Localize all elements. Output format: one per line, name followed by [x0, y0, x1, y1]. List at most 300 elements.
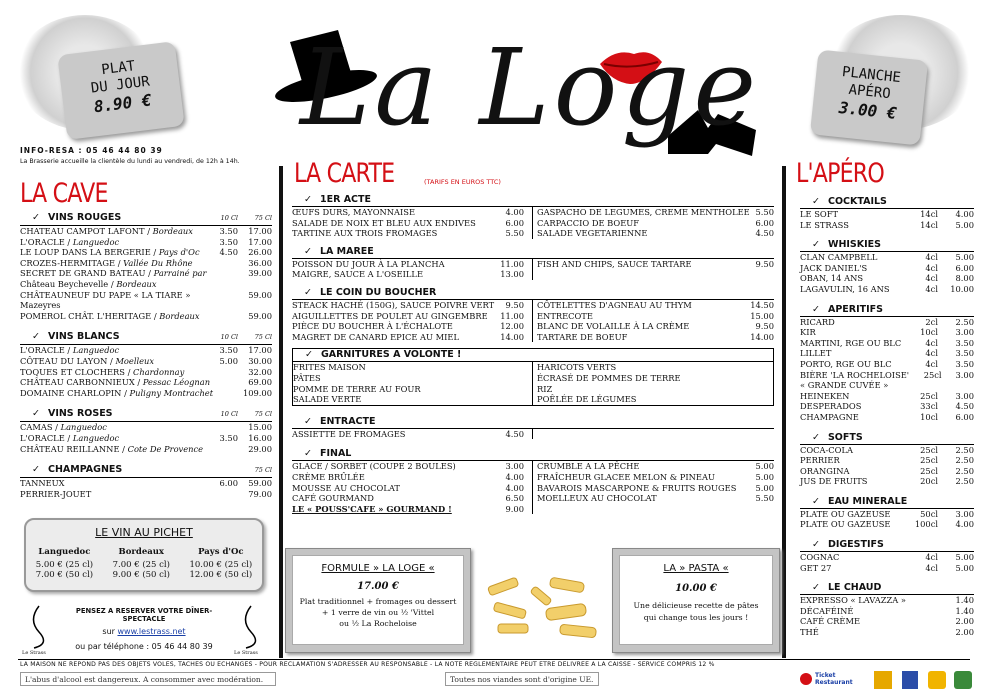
check-icon: ✓	[304, 245, 312, 257]
drink-price: 5.00	[955, 552, 974, 563]
drink-name: PLATE OU GAZEUSE	[800, 508, 891, 519]
cave-section-champ	[20, 464, 272, 476]
strass-logo-left	[24, 602, 54, 652]
planche-line2: APÉRO	[847, 81, 892, 103]
wine-price-75cl: 59.00	[248, 289, 272, 300]
drink-price: 4.00	[955, 519, 974, 530]
drink-price: 3.50	[955, 348, 974, 359]
garniture-item	[537, 384, 773, 395]
wine-row: L'ORACLE / Languedoc 3.50 16.00	[20, 432, 272, 443]
info-resa: INFO-RESA : 05 46 44 80 39	[20, 146, 163, 155]
drink-name: « GRANDE CUVÉE »	[800, 380, 889, 391]
pichet-region: Languedoc	[38, 547, 91, 557]
drink-volume: 4cl	[925, 358, 938, 369]
wine-price-10cl	[204, 367, 238, 378]
dish-name: ŒUFS DURS, MAYONNAISE	[292, 207, 416, 217]
dish-price: 5.50	[505, 228, 524, 239]
drink-row	[800, 563, 974, 574]
dish-row	[537, 207, 774, 218]
pichet-region: Bordeaux	[118, 547, 164, 557]
wine-price-75cl: 15.00	[248, 422, 272, 433]
wine-origin: Bordeaux	[152, 226, 193, 236]
carte-section-title: LA MAREE	[319, 245, 374, 257]
drink-row	[800, 616, 974, 627]
pichet-50cl: 9.00 € (50 cl)	[112, 570, 170, 580]
drink-row	[800, 252, 974, 263]
col-header-75cl: 75 Cl	[254, 333, 272, 342]
dish-name: ASSIETTE DE FROMAGES	[292, 428, 406, 439]
wine-price-10cl: 4.50	[219, 247, 238, 258]
drink-volume	[902, 380, 938, 391]
dish-row	[537, 311, 774, 322]
reserve-line1: PENSEZ A RESERVER VOTRE DÎNER-SPECTACLE	[75, 607, 213, 623]
dish-row	[292, 483, 524, 494]
drink-price: 4.00	[955, 209, 974, 219]
carte-tarifs: (TARIFS EN EUROS TTC)	[424, 178, 501, 186]
drink-volume: 4cl	[925, 348, 938, 359]
drink-name: DESPERADOS	[800, 401, 862, 412]
drink-volume: 10cl	[920, 411, 938, 422]
wine-name: L'ORACLE	[20, 236, 65, 247]
drink-name: GET 27	[800, 562, 832, 573]
dish-name: MOUSSE AU CHOCOLAT	[292, 482, 400, 493]
drink-name: HEINEKEN	[800, 390, 850, 401]
planche-line1: PLANCHE	[841, 64, 902, 87]
drink-volume: 4cl	[925, 283, 938, 294]
brand-title: La Loge	[300, 26, 761, 149]
drink-volume: 25cl	[920, 390, 938, 401]
drink-price: 6.00	[955, 411, 974, 422]
formule-box	[285, 548, 471, 653]
drink-price: 10.00	[950, 283, 974, 294]
cave-section-title: CHAMPAGNES	[47, 464, 123, 476]
pichet-25cl: 5.00 € (25 cl)	[35, 560, 94, 570]
drink-price: 2.50	[955, 444, 974, 455]
wine-price-75cl	[238, 300, 272, 311]
carte-section-title: 1ER ACTE	[319, 194, 371, 205]
wine-name: SECRET DE GRAND BATEAU	[20, 268, 146, 279]
wine-origin: Bordeaux	[116, 278, 157, 289]
dish-name: GLACE / SORBET (COUPE 2 BOULES)	[292, 461, 456, 472]
dish-price: 4.00	[505, 482, 524, 493]
wine-name: Mazeyres	[20, 300, 61, 311]
wine-row: SECRET DE GRAND BATEAU / Parrainé par 39.00	[20, 268, 272, 279]
drink-name: KIR	[800, 327, 816, 338]
wine-name: CROZES-HERMITAGE	[20, 257, 116, 268]
drink-price: 1.40	[955, 595, 974, 606]
drink-name: OBAN, 14 ANS	[800, 273, 864, 284]
apero-section-header	[800, 239, 974, 251]
dish-name: SALADE DE NOIX ET BLEU AUX ENDIVES	[292, 217, 476, 228]
dish-price: 12.00	[500, 321, 524, 332]
drink-price: 8.00	[955, 273, 974, 284]
wine-name: CHATEAU CAMPOT LAFONT	[20, 226, 145, 236]
wine-price-75cl: 29.00	[248, 443, 272, 454]
dish-price: 4.50	[755, 228, 774, 239]
apero-section-title: APERITIFS	[827, 303, 883, 315]
dish-row	[537, 300, 774, 311]
drink-price: 3.00	[955, 369, 974, 380]
carte-section-header	[292, 448, 774, 460]
wine-origin: Bordeaux	[159, 310, 200, 321]
dish-name: TARTINE AUX TROIS FROMAGES	[292, 228, 438, 239]
garniture-item	[537, 362, 773, 373]
drink-row	[800, 284, 974, 295]
drink-volume: 4cl	[925, 337, 938, 348]
drink-volume: 20cl	[920, 476, 938, 487]
drink-volume: 4cl	[925, 552, 938, 563]
wine-name: CHÂTEAUNEUF DU PAPE « LA TIARE »	[20, 289, 191, 300]
wine-origin: Chardonnay	[133, 366, 185, 377]
reserve-block	[58, 607, 230, 651]
drink-volume	[902, 606, 938, 617]
drink-price: 5.00	[955, 562, 974, 573]
planche-apero-card	[810, 49, 928, 145]
apero-section-header	[800, 196, 974, 208]
garniture-item	[537, 373, 773, 384]
pichet-col	[36, 547, 93, 580]
cheque-logo-icon	[874, 671, 892, 689]
pichet-50cl: 7.00 € (50 cl)	[35, 570, 94, 580]
check-icon: ✓	[812, 431, 820, 443]
garniture-name: FRITES MAISON	[293, 362, 366, 373]
dish-name: CRUMBLE A LA PÊCHE	[537, 461, 640, 472]
dish-price: 11.00	[500, 258, 524, 269]
drink-price: 3.00	[955, 327, 974, 338]
wine-row	[20, 290, 272, 301]
wine-origin: Languedoc	[60, 422, 107, 433]
wine-origin: Pays d'Oc	[158, 247, 200, 258]
carte-section-title: GARNITURES A VOLONTE !	[320, 349, 462, 361]
formule-l1: Plat traditionnel + fromages ou dessert	[299, 597, 457, 606]
wine-price-10cl: 5.00	[219, 355, 238, 366]
dish-name: CÔTELETTES D'AGNEAU AU THYM	[537, 299, 692, 310]
cave-section-roses	[20, 408, 272, 420]
wine-name: L'ORACLE	[20, 432, 65, 443]
dish-row	[292, 300, 524, 311]
dish-row	[537, 259, 774, 270]
col-header-10cl: 10 Cl	[220, 214, 238, 222]
dish-name: AIGUILLETTES DE POULET AU GINGEMBRE	[292, 310, 488, 321]
drink-volume: 25cl	[920, 444, 938, 455]
garniture-item	[293, 362, 524, 373]
pichet-table	[26, 547, 262, 580]
apero-section-header	[800, 496, 974, 508]
garniture-item	[293, 384, 524, 395]
garniture-item	[537, 394, 773, 405]
drink-volume	[902, 616, 938, 627]
dish-row	[292, 493, 524, 504]
wine-origin: Languedoc	[72, 236, 120, 247]
drink-price: 3.50	[955, 337, 974, 348]
pichet-50cl: 12.00 € (50 cl)	[189, 570, 253, 580]
ticket-restaurant: Ticket Restaurant	[815, 672, 853, 686]
dish-name: MAIGRE, SAUCE A L'OSEILLE	[292, 269, 423, 280]
drink-row	[800, 455, 974, 466]
drink-name: LILLET	[800, 348, 832, 359]
wine-price-75cl	[238, 279, 272, 290]
check-icon: ✓	[812, 303, 820, 315]
garniture-item	[293, 373, 524, 384]
wine-price-75cl: 69.00	[248, 377, 272, 388]
dish-price: 3.00	[505, 461, 524, 472]
wine-row: TOQUES ET CLOCHERS / Chardonnay 32.00	[20, 366, 272, 377]
drink-row	[800, 263, 974, 274]
cave-section-blancs	[20, 331, 272, 343]
drink-name: DÉCAFÉINÉ	[800, 605, 854, 616]
drink-name: LAGAVULIN, 16 ANS	[800, 283, 890, 294]
dish-row	[537, 493, 774, 504]
divider-left	[279, 166, 283, 658]
apero-section-header	[800, 432, 974, 444]
apero-section	[800, 539, 974, 573]
wine-price-10cl	[210, 377, 241, 388]
dish-price: 11.00	[500, 310, 524, 321]
wine-row	[20, 478, 272, 489]
dish-row	[292, 461, 524, 472]
dish-row	[537, 461, 774, 472]
wine-price-10cl	[204, 300, 238, 311]
col-header-75cl: 75 Cl	[254, 410, 272, 419]
carte-section-title: LE COIN DU BOUCHER	[319, 286, 437, 298]
drink-row	[800, 370, 974, 381]
apero-section	[800, 196, 974, 230]
apero-section-header	[800, 539, 974, 551]
dish-name: BAVAROIS MASCARPONE & FRUITS ROUGES	[537, 482, 737, 493]
apero-title: L'APÉRO	[796, 158, 884, 189]
dish-name: FISH AND CHIPS, SAUCE TARTARE	[537, 258, 692, 269]
wine-row: Château Beychevelle / Bordeaux	[20, 279, 272, 290]
apero-section-title: DIGESTIFS	[827, 539, 884, 551]
wine-price-10cl: 6.00	[219, 478, 238, 489]
pichet-title: LE VIN AU PICHET	[95, 526, 193, 539]
wine-origin: Vallée Du Rhône	[123, 257, 193, 268]
drink-name: BIÈRE 'LA ROCHELOISE'	[800, 369, 910, 380]
wine-price-10cl	[204, 279, 238, 290]
dish-row	[537, 228, 774, 239]
dish-name: FRAÎCHEUR GLACEE MELON & PINEAU	[537, 471, 715, 482]
drink-price: 4.50	[955, 401, 974, 412]
drink-price: 5.00	[955, 219, 974, 230]
apero-section-title: WHISKIES	[827, 239, 882, 251]
wine-row: CHÂTEAU REILLANNE / Cote De Provence 29.00	[20, 443, 272, 454]
drink-price: 2.50	[955, 465, 974, 476]
wine-name: POMEROL CHÂT. L'HERITAGE	[20, 310, 152, 321]
wine-name: PERRIER-JOUET	[20, 488, 92, 499]
dish-name: STEACK HACHÉ (150G), SAUCE POIVRE VERT	[292, 299, 495, 310]
dish-price: 9.00	[505, 503, 524, 514]
dish-row	[537, 321, 774, 332]
drink-name: LE STRASS	[800, 219, 849, 230]
dish-row	[537, 483, 774, 494]
drink-row	[800, 595, 974, 606]
check-icon: ✓	[812, 196, 820, 207]
wine-row: POMEROL CHÂT. L'HERITAGE / Bordeaux 59.00	[20, 310, 272, 321]
wine-price-10cl: 3.50	[219, 345, 238, 356]
strass-logo-right-text: Le Strass	[234, 650, 258, 656]
drink-volume: 25cl	[920, 455, 938, 466]
dish-row	[292, 218, 524, 229]
drink-volume	[902, 627, 938, 638]
drink-volume: 25cl	[920, 465, 938, 476]
reserve-link[interactable]: www.lestrass.net	[117, 627, 186, 636]
footer-viandes: Toutes nos viandes sont d'origine UE.	[445, 672, 599, 686]
drink-price: 1.40	[955, 605, 974, 616]
drink-name: CHAMPAGNE	[800, 411, 859, 422]
check-icon: ✓	[32, 212, 40, 223]
drink-name: RICARD	[800, 316, 835, 327]
dish-price: 5.50	[755, 493, 774, 504]
apero-section	[800, 582, 974, 637]
wine-origin: Languedoc	[72, 345, 120, 356]
wine-row	[20, 489, 272, 500]
carte-column	[292, 194, 774, 514]
check-icon: ✓	[812, 582, 820, 594]
drink-name: PLATE OU GAZEUSE	[800, 519, 891, 530]
drink-row	[800, 466, 974, 477]
drink-row	[800, 627, 974, 638]
garniture-name: RIZ	[537, 383, 553, 394]
drink-row	[800, 509, 974, 520]
garniture-name: HARICOTS VERTS	[537, 362, 617, 373]
dish-name: MAGRET DE CANARD EPICE AU MIEL	[292, 331, 459, 342]
drink-volume: 2cl	[925, 316, 938, 327]
drink-name: CAFÉ CRÈME	[800, 616, 860, 627]
drink-name: ORANGINA	[800, 465, 850, 476]
drink-price: 2.50	[955, 316, 974, 327]
check-icon: ✓	[812, 239, 820, 251]
dish-price: 15.00	[750, 310, 774, 321]
plat-line2: DU JOUR	[90, 73, 151, 97]
dish-row	[292, 504, 524, 515]
drink-name: PORTO, RGE OU BLC	[800, 358, 892, 369]
dish-name: GASPACHO DE LEGUMES, CREME MENTHOLEE	[537, 207, 750, 217]
formule-title: FORMULE » LA LOGE «	[321, 563, 435, 574]
dish-row	[292, 207, 524, 218]
apero-column	[800, 196, 974, 638]
apero-section	[800, 432, 974, 487]
drink-name: EXPRESSO « LAVAZZA »	[800, 595, 906, 606]
carte-section-header	[292, 246, 774, 258]
pasta-box	[612, 548, 780, 653]
drink-row	[800, 209, 974, 220]
strass-logo-right	[236, 602, 266, 652]
carte-title: LA CARTE	[294, 158, 395, 189]
wine-price-10cl	[206, 268, 239, 279]
wine-price-10cl	[204, 422, 238, 433]
drink-row	[800, 412, 974, 423]
pasta-l2: qui change tous les jours !	[643, 613, 749, 622]
check-icon: ✓	[812, 495, 820, 507]
apero-section-header	[800, 304, 974, 316]
plat-price: 8.90 €	[92, 90, 153, 117]
dish-price: 14.00	[500, 331, 524, 342]
wine-price-75cl: 36.00	[248, 257, 272, 268]
wine-row: DOMAINE CHARLOPIN / Puligny Montrachet 109.00	[20, 387, 272, 398]
drink-volume: 4cl	[925, 262, 938, 273]
drink-row	[800, 338, 974, 349]
formule-l3: ou ½ La Rocheloise	[339, 619, 417, 628]
wine-row: CAMAS / Languedoc 15.00	[20, 422, 272, 433]
dish-row	[292, 321, 524, 332]
wine-price-75cl: 17.00	[248, 345, 272, 356]
dish-price: 14.00	[750, 331, 774, 342]
drink-row	[800, 391, 974, 402]
reserve-sur: sur	[102, 627, 118, 636]
drink-price: 2.50	[955, 455, 974, 466]
pasta-price: 10.00 €	[675, 583, 717, 594]
wine-row	[20, 300, 272, 311]
divider-right	[782, 166, 786, 658]
planche-price: 3.00 €	[837, 97, 898, 123]
wine-price-75cl: 39.00	[248, 268, 272, 279]
carte-section-maree	[292, 246, 774, 280]
dish-name: MOELLEUX AU CHOCOLAT	[537, 493, 657, 504]
drink-row	[800, 273, 974, 284]
drink-row	[800, 359, 974, 370]
wine-row: LE LOUP DANS LA BERGERIE / Pays d'Oc 4.50 26.00	[20, 247, 272, 258]
cave-section-title: VINS BLANCS	[47, 331, 120, 343]
dish-price: 9.50	[755, 258, 774, 269]
col-header-75cl: 75 Cl	[254, 466, 272, 475]
drink-row	[800, 380, 974, 391]
pichet-col	[189, 547, 252, 580]
plat-du-jour-card	[57, 41, 184, 140]
garniture-name: POÊLÉE DE LÉGUMES	[537, 394, 637, 405]
cb-logo-icon	[954, 671, 972, 689]
wine-price-75cl: 79.00	[248, 488, 272, 499]
dish-price: 5.00	[755, 482, 774, 493]
wine-origin: Moelleux	[115, 355, 155, 366]
dish-name: CRÈME BRÛLÉE	[292, 471, 365, 482]
dish-price: 9.50	[755, 321, 774, 332]
drink-row	[800, 401, 974, 412]
dish-price: 13.00	[500, 269, 524, 280]
dish-name: ENTRECOTE	[537, 310, 593, 321]
drink-price: 2.00	[955, 627, 974, 638]
carte-section-header	[292, 194, 774, 206]
dish-row	[537, 218, 774, 229]
check-icon: ✓	[812, 539, 820, 551]
pichet-box	[24, 518, 264, 592]
wine-origin: Parrainé par	[153, 268, 207, 279]
apero-section	[800, 496, 974, 530]
wine-name: CAMAS	[20, 422, 53, 433]
check-icon: ✓	[304, 194, 312, 205]
drink-volume: 4cl	[925, 252, 938, 263]
dish-name: SALADE VEGETARIENNE	[537, 228, 648, 239]
wine-name: L'ORACLE	[20, 345, 65, 356]
carte-section-header	[293, 349, 773, 361]
wine-name: CÔTEAU DU LAYON	[20, 355, 108, 366]
apero-section-title: COCKTAILS	[827, 196, 887, 207]
dish-row	[292, 228, 524, 239]
wine-price-10cl: 3.50	[219, 226, 238, 236]
apero-section-header	[800, 582, 974, 594]
drink-volume: 33cl	[920, 401, 938, 412]
dish-price: 6.00	[505, 217, 524, 228]
apero-section-title: EAU MINERALE	[827, 495, 908, 507]
drink-price: 5.00	[955, 252, 974, 263]
plat-line1: PLAT	[100, 58, 136, 79]
dish-row	[292, 269, 524, 280]
garniture-item	[293, 394, 524, 405]
drink-row	[800, 317, 974, 328]
col-header-75cl: 75 Cl	[254, 214, 272, 222]
wine-name: Château Beychevelle	[20, 278, 109, 289]
wine-price-75cl: 59.00	[248, 478, 272, 489]
cave-section-title: VINS ROUGES	[47, 212, 122, 223]
